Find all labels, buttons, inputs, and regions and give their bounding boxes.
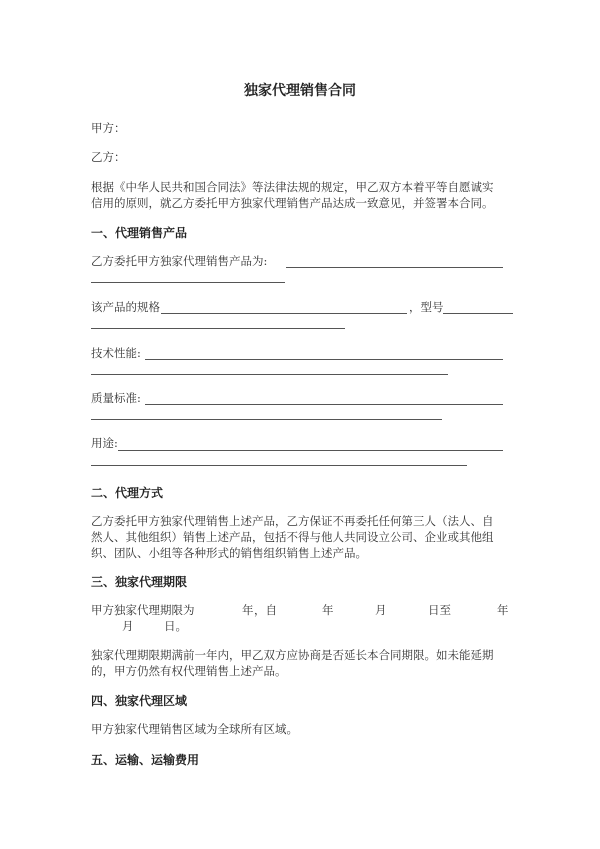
- contract-title: 独家代理销售合同: [244, 83, 356, 99]
- model-blank-2[interactable]: [91, 328, 345, 329]
- party-b-label: 乙方：: [91, 150, 126, 164]
- term-end-day: 日。: [164, 619, 187, 633]
- term-end-month: 月: [122, 619, 134, 633]
- term-start-month: 月: [375, 603, 387, 617]
- spec-blank[interactable]: [161, 313, 407, 314]
- term-from: ，自: [254, 603, 277, 617]
- intro-line-1: 根据《中华人民共和国合同法》等法律法规的规定，甲乙双方本着平等自愿诚实: [91, 180, 494, 194]
- sec2-line-2: 然人、其他组织）销售上述产品，包括不得与他人共同设立公司、企业或其他组: [91, 530, 494, 544]
- product-blank-1[interactable]: [286, 267, 503, 268]
- sec2-line-1: 乙方委托甲方独家代理销售上述产品，乙方保证不再委托任何第三人（法人、自: [91, 514, 494, 528]
- tech-label: 技术性能:: [91, 346, 141, 360]
- use-label: 用途:: [91, 436, 118, 450]
- section-4-heading: 四、独家代理区域: [91, 694, 188, 708]
- section-5-heading: 五、运输、运输费用: [91, 753, 200, 767]
- party-a-label: 甲方：: [91, 121, 126, 135]
- term-year: 年: [242, 603, 254, 617]
- section-3-heading: 三、独家代理期限: [91, 575, 188, 589]
- intro-line-2: 信用的原则，就乙方委托甲方独家代理销售产品达成一致意见，并签署本合同。: [91, 196, 494, 210]
- quality-blank-1[interactable]: [145, 404, 503, 405]
- model-blank-1[interactable]: [443, 313, 513, 314]
- sec2-line-3: 织、团队、小组等各种形式的销售组织销售上述产品。: [91, 546, 367, 560]
- tech-blank-2[interactable]: [91, 374, 448, 375]
- renew-line-1: 独家代理期限期满前一年内，甲乙双方应协商是否延长本合同期限。如未能延期: [91, 648, 494, 662]
- use-blank-2[interactable]: [91, 465, 467, 466]
- term-start-month-unit: 年: [322, 603, 334, 617]
- section-1-heading: 一、代理销售产品: [91, 226, 188, 240]
- use-blank-1[interactable]: [118, 450, 503, 451]
- renew-line-2: 的，甲方仍然有权代理销售上述产品。: [91, 664, 287, 678]
- tech-blank-1[interactable]: [145, 359, 503, 360]
- product-blank-2[interactable]: [91, 282, 285, 283]
- term-end-year: 年: [497, 603, 509, 617]
- section-2-heading: 二、代理方式: [91, 486, 164, 500]
- product-label: 乙方委托甲方独家代理销售产品为:: [91, 254, 268, 268]
- quality-label: 质量标准:: [91, 391, 141, 405]
- term-to: 日至: [428, 603, 451, 617]
- spec-label: 该产品的规格: [91, 300, 160, 314]
- quality-blank-2[interactable]: [91, 419, 442, 420]
- term-label: 甲方独家代理期限为: [91, 603, 195, 617]
- region-text: 甲方独家代理销售区域为全球所有区域。: [91, 722, 298, 736]
- model-label: ，型号: [409, 300, 444, 314]
